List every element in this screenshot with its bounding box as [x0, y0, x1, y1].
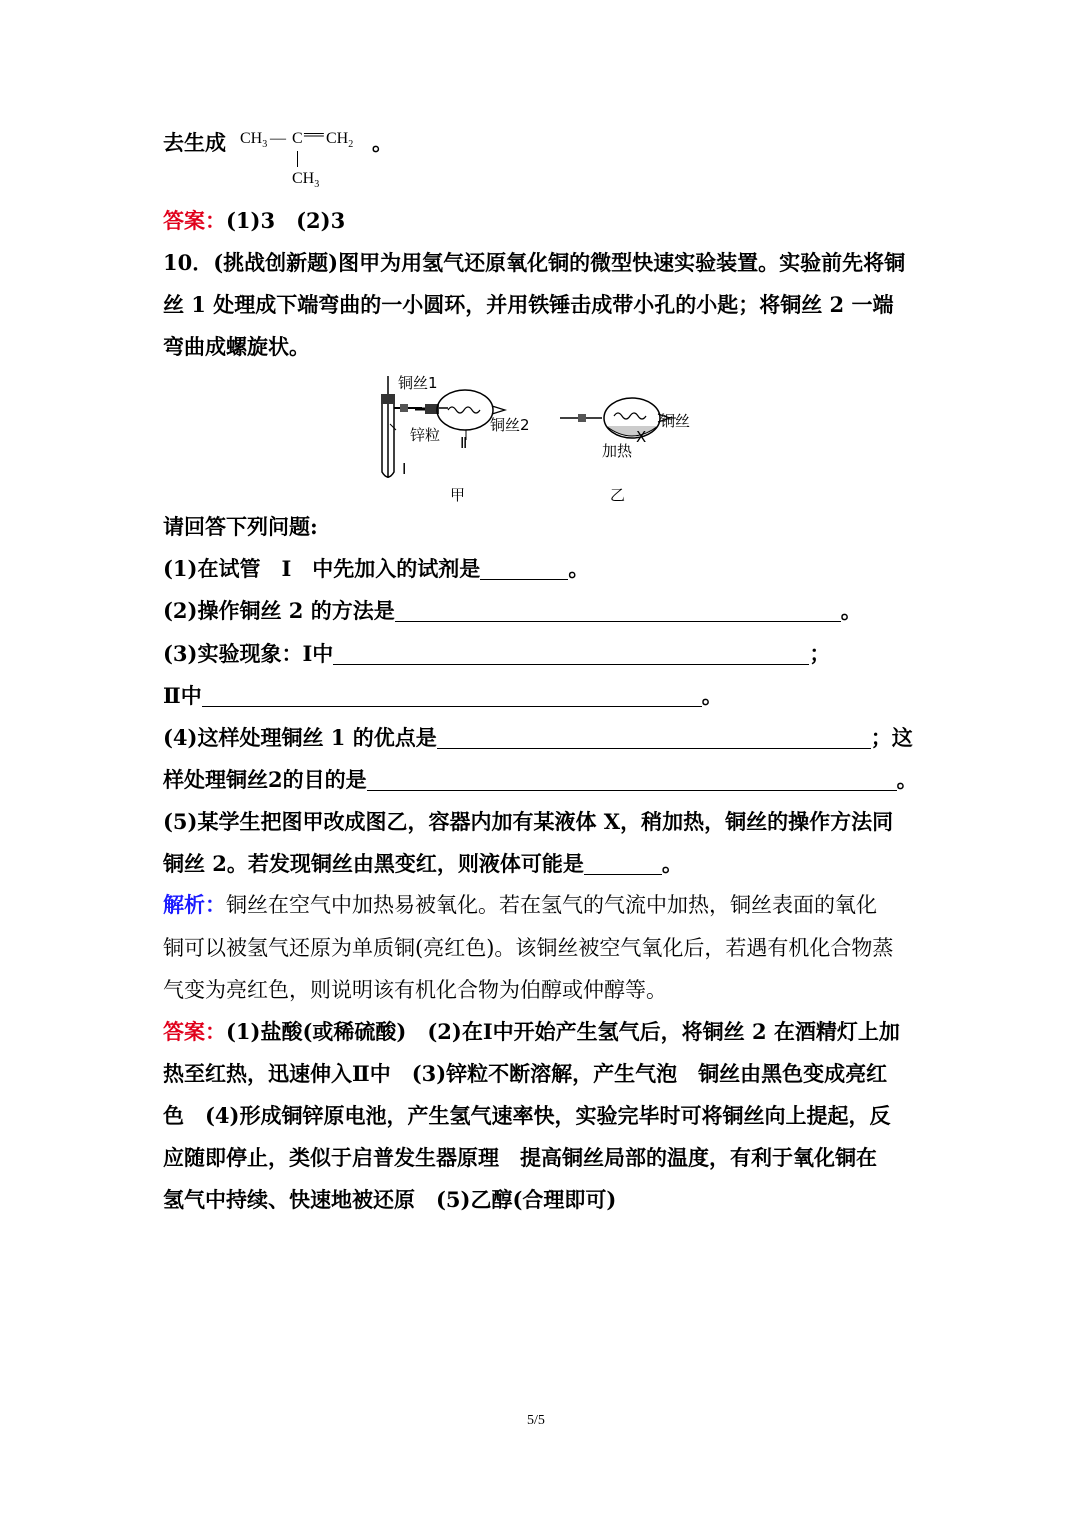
question-3: (3)实验现象：Ⅰ中 ；: [163, 641, 831, 666]
question-2: (2)操作铜丝 2 的方法是 。: [163, 598, 862, 623]
blank-1[interactable]: [480, 557, 568, 580]
questions-intro: 请回答下列问题:: [163, 514, 318, 539]
apparatus-figure: [370, 368, 710, 508]
page-number: 5/5: [527, 1413, 545, 1428]
question-3b: Ⅱ中 。: [163, 683, 723, 708]
top-suffix: 。: [372, 130, 393, 155]
formula-dash: —: [270, 130, 286, 147]
formula-ch2: $CH_2$: [326, 130, 354, 151]
blank-2[interactable]: [395, 599, 841, 622]
question-5b: 铜丝 2。若发现铜丝由黑变红，则液体可能是 。: [163, 851, 683, 876]
analysis-label: 解析：: [163, 892, 226, 917]
analysis-line-2: 铜可以被氢气还原为单质铜(亮红色)。该铜丝被空气氧化后，若遇有机化合物蒸: [163, 936, 894, 960]
q10-line-1: 10．(挑战创新题)图甲为用氢气还原氧化铜的微型快速实验装置。实验前先将铜: [163, 250, 906, 275]
analysis-line-3: 气变为亮红色，则说明该有机化合物为伯醇或仲醇等。: [163, 978, 667, 1002]
top-line: [163, 128, 226, 158]
answer2-line-2: 热至红热，迅速伸入Ⅱ中 (3)锌粒不断溶解，产生气泡 铜丝由黑色变成亮红: [163, 1061, 888, 1086]
label-tube-1: Ⅰ: [402, 460, 407, 478]
answer-1: [163, 206, 345, 236]
formula-double-bond: ══: [304, 128, 324, 143]
answer-label: 答案：: [163, 208, 226, 233]
label-heat: 加热: [602, 442, 633, 460]
blank-3a[interactable]: [333, 642, 809, 665]
question-1: (1)在试管 Ⅰ 中先加入的试剂是 。: [163, 556, 590, 581]
label-wire2: 铜丝2: [490, 416, 530, 434]
answer2-line-4: 应随即停止，类似于启普发生器原理 提高铜丝局部的温度，有利于氧化铜在: [163, 1145, 877, 1170]
label-bulb-2: Ⅱ: [460, 434, 468, 452]
label-x: X: [636, 428, 647, 446]
label-yi: 乙: [610, 486, 626, 504]
answer2-label: 答案：: [163, 1019, 226, 1044]
analysis-line-1: 解析：铜丝在空气中加热易被氧化。若在氢气的气流中加热，铜丝表面的氧化: [163, 892, 877, 917]
blank-4a[interactable]: [437, 726, 871, 749]
formula-ch3-bottom: $CH_3$: [292, 170, 320, 191]
question-4b: 样处理铜丝2的目的是 。: [163, 767, 918, 792]
question-5a: (5)某学生把图甲改成图乙，容器内加有某液体 X，稍加热，铜丝的操作方法同: [163, 809, 894, 834]
q10-line-2: 丝 1 处理成下端弯曲的一小圆环，并用铁锤击成带小孔的小匙；将铜丝 2 一端: [163, 292, 894, 317]
q10-line-3: 弯曲成螺旋状。: [163, 334, 310, 359]
label-jia: 甲: [450, 486, 466, 504]
answer-text: (1)3 (2)3: [226, 208, 346, 233]
answer2-line-5: 氢气中持续、快速地被还原 (5)乙醇(合理即可): [163, 1187, 617, 1212]
formula-vertical-bond: [297, 151, 298, 167]
label-zinc: 锌粒: [410, 426, 441, 444]
formula-ch3-left: $CH_3$: [240, 130, 268, 151]
answer2-line-1: 答案：(1)盐酸(或稀硫酸) (2)在Ⅰ中开始产生氢气后，将铜丝 2 在酒精灯上加: [163, 1019, 900, 1044]
question-4: (4)这样处理铜丝 1 的优点是 ；这: [163, 725, 913, 750]
label-wire1: 铜丝1: [398, 374, 438, 392]
answer2-line-3: 色 (4)形成铜锌原电池，产生氢气速率快，实验完毕时可将铜丝向上提起，反: [163, 1103, 891, 1128]
formula-carbon: C: [292, 130, 303, 147]
label-wire: 铜丝: [660, 412, 691, 430]
blank-4b[interactable]: [367, 768, 897, 791]
top-prefix: 去生成: [163, 130, 226, 155]
blank-5[interactable]: [584, 852, 662, 875]
blank-3b[interactable]: [202, 684, 702, 707]
